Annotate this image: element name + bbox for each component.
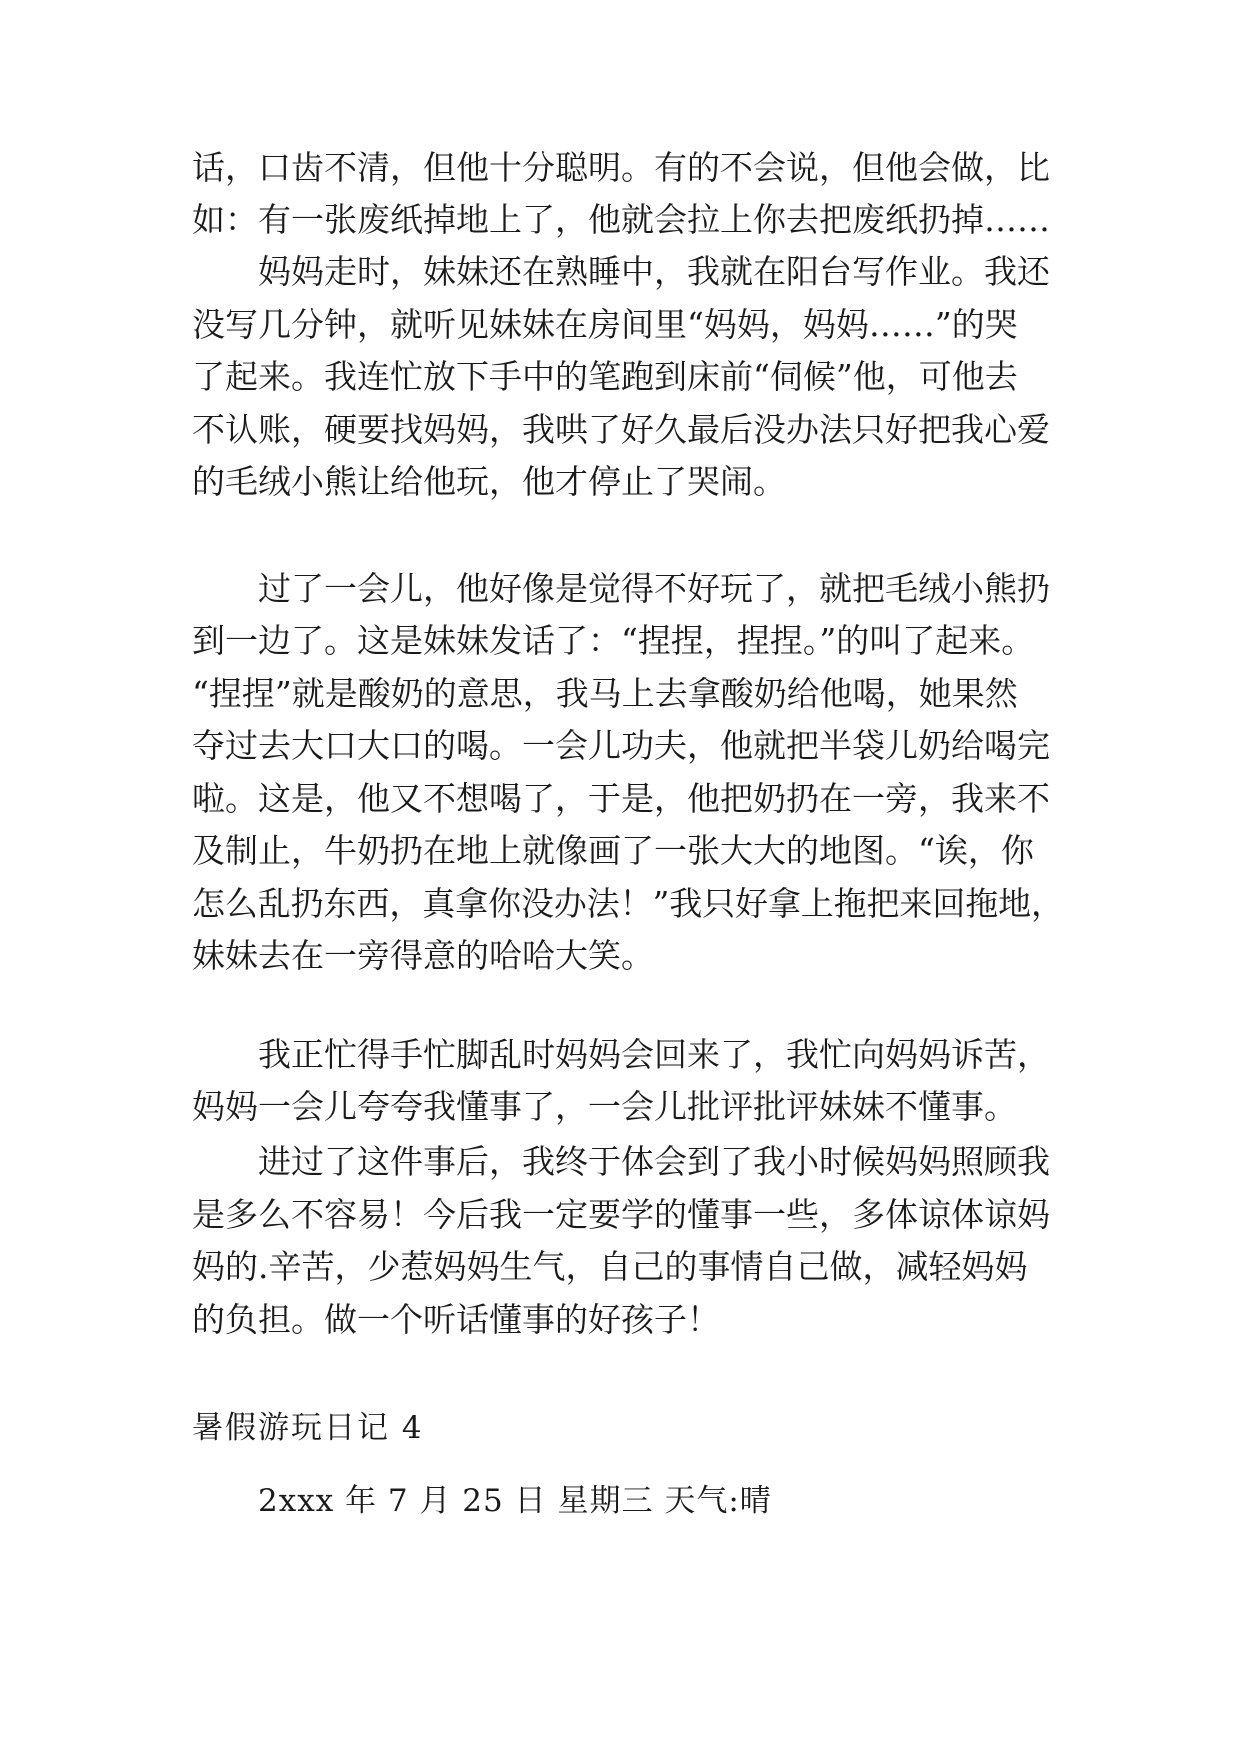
body-line: 夺过去大口大口的喝。一会儿功夫，他就把半袋儿奶给喝完 bbox=[192, 726, 1050, 765]
body-line: 进过了这件事后，我终于体会到了我小时候妈妈照顾我 bbox=[258, 1142, 1050, 1181]
body-line: 的毛绒小熊让给他玩，他才停止了哭闹。 bbox=[192, 462, 786, 501]
body-line: 不认账，硬要找妈妈，我哄了好久最后没办法只好把我心爱 bbox=[192, 410, 1050, 449]
body-line: 是多么不容易！今后我一定要学的懂事一些，多体谅体谅妈 bbox=[192, 1195, 1050, 1234]
body-line: 啦。这是，他又不想喝了，于是，他把奶扔在一旁，我来不 bbox=[192, 779, 1050, 818]
body-line: “捏捏”就是酸奶的意思，我马上去拿酸奶给他喝，她果然 bbox=[192, 674, 1018, 713]
body-line: 及制止，牛奶扔在地上就像画了一张大大的地图。“诶，你 bbox=[192, 831, 1034, 870]
body-line: 过了一会儿，他好像是觉得不好玩了，就把毛绒小熊扔 bbox=[258, 569, 1050, 608]
section-title: 暑假游玩日记 4 bbox=[192, 1410, 424, 1446]
body-line: 话，口齿不清，但他十分聪明。有的不会说，但他会做，比 bbox=[192, 148, 1050, 187]
body-line: 到一边了。这是妹妹发话了：“捏捏，捏捏。”的叫了起来。 bbox=[192, 621, 1035, 660]
date-line: 2xxx 年 7 月 25 日 星期三 天气:晴 bbox=[258, 1483, 772, 1519]
body-line: 妈妈一会儿夸夸我懂事了，一会儿批评批评妹妹不懂事。 bbox=[192, 1087, 1017, 1126]
body-line: 妈妈走时，妹妹还在熟睡中，我就在阳台写作业。我还 bbox=[258, 252, 1050, 291]
body-line: 的负担。做一个听话懂事的好孩子！ bbox=[192, 1300, 720, 1339]
body-line: 妹妹去在一旁得意的哈哈大笑。 bbox=[192, 936, 654, 975]
body-line: 了起来。我连忙放下手中的笔跑到床前“伺候”他，可他去 bbox=[192, 357, 1018, 396]
body-line: 怎么乱扔东西，真拿你没办法！”我只好拿上拖把来回拖地， bbox=[192, 884, 1064, 923]
body-line: 妈的.辛苦，少惹妈妈生气，自己的事情自己做，减轻妈妈 bbox=[192, 1247, 1028, 1286]
body-line: 没写几分钟，就听见妹妹在房间里“妈妈，妈妈……”的哭 bbox=[192, 305, 1018, 344]
body-line: 我正忙得手忙脚乱时妈妈会回来了，我忙向妈妈诉苦， bbox=[258, 1035, 1050, 1074]
body-line: 如：有一张废纸掉地上了，他就会拉上你去把废纸扔掉…… bbox=[192, 200, 1050, 239]
